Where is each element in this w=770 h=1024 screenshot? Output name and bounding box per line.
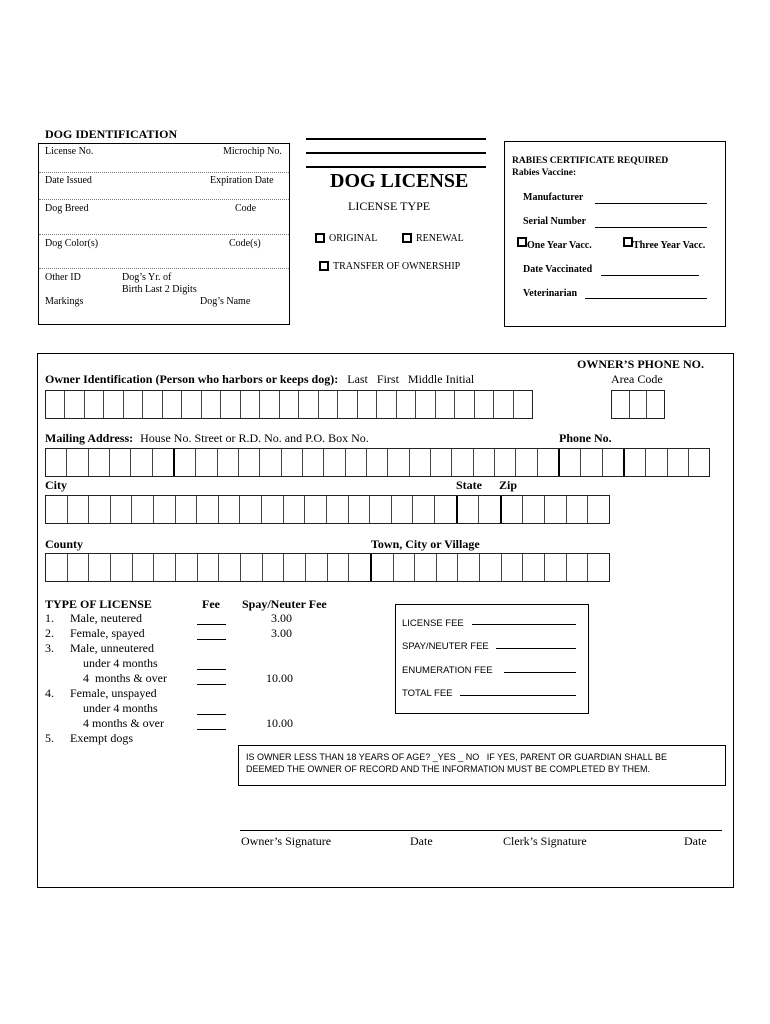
license-type-label: Male, neutered bbox=[70, 611, 142, 625]
divider bbox=[39, 268, 289, 269]
owners-signature-label: Owner’s Signature bbox=[241, 834, 332, 848]
type-of-license-heading: TYPE OF LICENSE bbox=[45, 597, 152, 611]
dogs-name-label: Dog’s Name bbox=[200, 296, 251, 307]
microchip-no-label: Microchip No. bbox=[223, 146, 282, 157]
original-checkbox[interactable] bbox=[315, 233, 325, 243]
owner-identification-fields: Last First Middle Initial bbox=[347, 372, 475, 386]
rabies-required-label: RABIES CERTIFICATE REQUIRED bbox=[512, 156, 669, 166]
town-label: Town, City or Village bbox=[371, 537, 480, 551]
license-type-label: Male, unneutered bbox=[70, 641, 154, 655]
spay-fee-value: 10.00 bbox=[266, 716, 293, 730]
serial-number-field[interactable] bbox=[595, 227, 707, 228]
license-type-label: 4 months & over bbox=[83, 671, 167, 685]
expiration-date-label: Expiration Date bbox=[210, 175, 274, 186]
license-type-number: 5. bbox=[45, 731, 54, 745]
county-town-grid[interactable] bbox=[45, 553, 610, 582]
license-type-heading: LICENSE TYPE bbox=[348, 199, 431, 213]
rule bbox=[306, 152, 486, 154]
enumeration-fee-label: ENUMERATION FEE bbox=[402, 665, 493, 676]
rule bbox=[306, 138, 486, 140]
fee-heading: Fee bbox=[202, 597, 220, 611]
code-label: Code bbox=[235, 203, 257, 214]
notice-line-1: IS OWNER LESS THAN 18 YEARS OF AGE? _YES _ NO IF YES, PARENT OR GUARDIAN SHALL BE bbox=[246, 752, 667, 762]
transfer-label: TRANSFER OF OWNERSHIP bbox=[333, 261, 461, 272]
date-vaccinated-label: Date Vaccinated bbox=[523, 264, 593, 275]
fee-field[interactable] bbox=[197, 639, 226, 640]
veterinarian-field[interactable] bbox=[585, 298, 707, 299]
divider bbox=[39, 234, 289, 235]
area-code-label: Area Code bbox=[611, 372, 663, 386]
dog-identification-box bbox=[38, 143, 290, 325]
mailing-address-row bbox=[45, 431, 369, 446]
spay-neuter-fee-field[interactable] bbox=[496, 648, 576, 649]
enumeration-fee-field[interactable] bbox=[504, 672, 576, 673]
codes-label: Code(s) bbox=[229, 238, 261, 249]
total-fee-field[interactable] bbox=[460, 695, 576, 696]
dog-breed-label: Dog Breed bbox=[45, 203, 89, 214]
fee-field[interactable] bbox=[197, 714, 226, 715]
one-year-checkbox[interactable] bbox=[517, 237, 527, 247]
markings-label: Markings bbox=[45, 296, 84, 307]
original-label: ORIGINAL bbox=[329, 233, 378, 244]
fee-field[interactable] bbox=[197, 669, 226, 670]
rabies-vaccine-label: Rabies Vaccine: bbox=[512, 168, 577, 178]
phone-no-label: Phone No. bbox=[559, 431, 612, 445]
city-state-zip-grid[interactable] bbox=[45, 495, 610, 524]
license-type-number: 2. bbox=[45, 626, 54, 640]
other-id-label: Other ID bbox=[45, 272, 81, 283]
rule bbox=[306, 166, 486, 168]
owners-phone-heading: OWNER’S PHONE NO. bbox=[577, 357, 705, 371]
owner-identification-label: Owner Identification (Person who harbors or keeps dog): bbox=[45, 372, 339, 386]
spay-neuter-fee-label: SPAY/NEUTER FEE bbox=[402, 641, 489, 652]
signature-line[interactable] bbox=[240, 830, 722, 831]
notice-line-2: DEEMED THE OWNER OF RECORD AND THE INFORMATION MUST BE COMPLETED BY THEM. bbox=[246, 764, 651, 774]
license-fee-field[interactable] bbox=[472, 624, 576, 625]
fee-totals-box bbox=[395, 604, 589, 714]
county-label: County bbox=[45, 537, 84, 551]
rabies-box bbox=[504, 141, 726, 327]
date-vaccinated-field[interactable] bbox=[601, 275, 699, 276]
transfer-checkbox[interactable] bbox=[319, 261, 329, 271]
clerk-date-label: Date bbox=[684, 834, 707, 848]
zip-label: Zip bbox=[499, 478, 518, 492]
three-year-checkbox[interactable] bbox=[623, 237, 633, 247]
veterinarian-label: Veterinarian bbox=[523, 288, 578, 299]
clerks-signature-label: Clerk’s Signature bbox=[503, 834, 587, 848]
fee-field[interactable] bbox=[197, 729, 226, 730]
divider bbox=[39, 199, 289, 200]
license-type-label: under 4 months bbox=[83, 701, 158, 715]
area-code-grid[interactable] bbox=[611, 390, 665, 419]
license-type-number: 3. bbox=[45, 641, 54, 655]
serial-number-label: Serial Number bbox=[523, 216, 587, 227]
spay-neuter-fee-heading: Spay/Neuter Fee bbox=[242, 597, 327, 611]
license-type-label: 4 months & over bbox=[83, 716, 164, 730]
spay-fee-value: 10.00 bbox=[266, 671, 293, 685]
license-type-label: Exempt dogs bbox=[70, 731, 133, 745]
city-label: City bbox=[45, 478, 67, 492]
renewal-checkbox[interactable] bbox=[402, 233, 412, 243]
dog-colors-label: Dog Color(s) bbox=[45, 238, 99, 249]
mailing-address-fields: House No. Street or R.D. No. and P.O. Box No. bbox=[140, 431, 369, 445]
owner-name-grid[interactable] bbox=[45, 390, 533, 419]
fee-field[interactable] bbox=[197, 684, 226, 685]
license-no-label: License No. bbox=[45, 146, 94, 157]
total-fee-label: TOTAL FEE bbox=[402, 688, 453, 699]
license-type-label: under 4 months bbox=[83, 656, 158, 670]
owner-date-label: Date bbox=[410, 834, 433, 848]
birth-year-label-2: Birth Last 2 Digits bbox=[122, 284, 197, 295]
renewal-label: RENEWAL bbox=[416, 233, 464, 244]
dog-license-title: DOG LICENSE bbox=[330, 170, 469, 192]
state-label: State bbox=[456, 478, 482, 492]
owner-age-notice-box bbox=[238, 745, 726, 786]
manufacturer-label: Manufacturer bbox=[523, 192, 584, 203]
spay-fee-value: 3.00 bbox=[271, 626, 292, 640]
divider bbox=[39, 172, 289, 173]
mailing-address-grid[interactable] bbox=[45, 448, 710, 477]
license-fee-label: LICENSE FEE bbox=[402, 618, 464, 629]
fee-field[interactable] bbox=[197, 624, 226, 625]
license-type-label: Female, spayed bbox=[70, 626, 145, 640]
license-type-number: 4. bbox=[45, 686, 54, 700]
date-issued-label: Date Issued bbox=[45, 175, 92, 186]
owner-identification-row bbox=[45, 372, 474, 387]
license-type-label: Female, unspayed bbox=[70, 686, 157, 700]
birth-year-label: Dog’s Yr. of bbox=[122, 272, 172, 283]
three-year-label: Three Year Vacc. bbox=[633, 240, 706, 251]
manufacturer-field[interactable] bbox=[595, 203, 707, 204]
license-type-number: 1. bbox=[45, 611, 54, 625]
one-year-label: One Year Vacc. bbox=[527, 240, 592, 251]
mailing-address-label: Mailing Address: bbox=[45, 431, 134, 445]
spay-fee-value: 3.00 bbox=[271, 611, 292, 625]
dog-identification-heading: DOG IDENTIFICATION bbox=[45, 127, 178, 141]
